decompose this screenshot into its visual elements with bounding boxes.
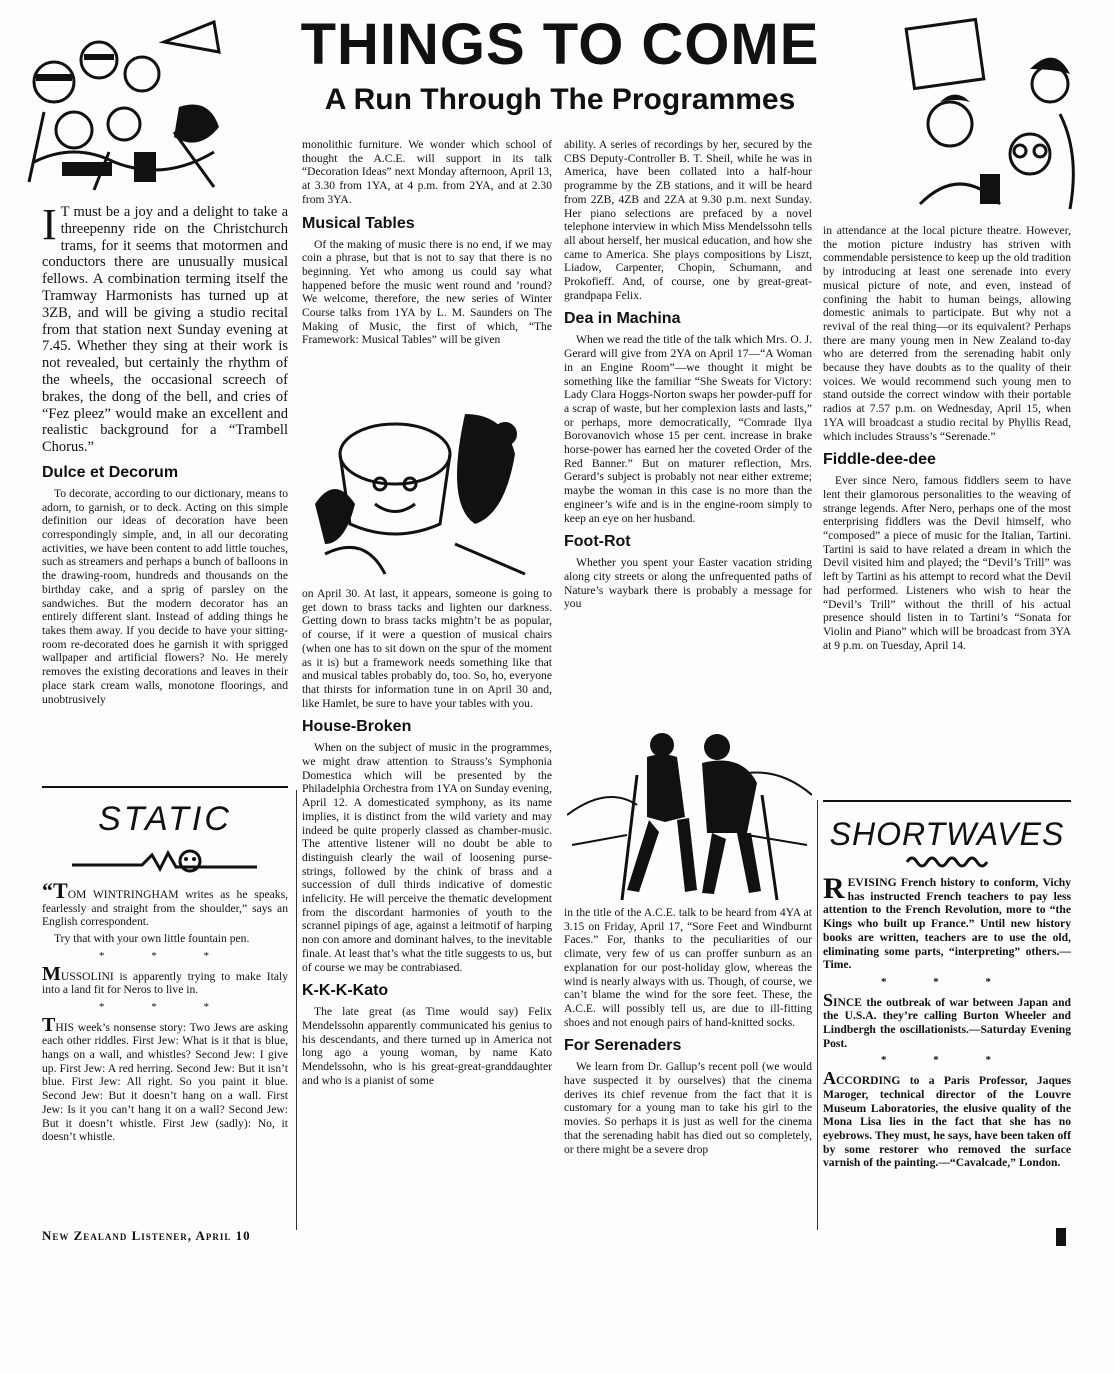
static-item-2: Try that with your own little fountain pen. xyxy=(54,932,250,946)
heading-house-broken: House-Broken xyxy=(302,718,412,736)
paragraph-foot-rot-cont: in the title of the A.C.E. talk to be heard from 4YA at 3.15 on Friday, April 17, “Sore Feet and Windburnt Faces.” For, thanks to the peculiarities of our climate, very few of us can proffer sunburn as an explanation for our post-holiday glow, whereas the wind is nearly always with us. Though, of course, we can’t blame the wind for the sore feet. These, the A.C.E. will possibly tell us, are due to ill-fitting shoes and not enough pairs of hand-knitted socks. xyxy=(564,906,812,1029)
column-2 xyxy=(302,138,552,350)
static-box xyxy=(42,786,288,1147)
page-title: THINGS TO COME xyxy=(300,12,820,77)
static-item-1: “TOM WINTRINGHAM writes as he speaks, fearlessly and straight from the shoulder,” says an English correspondent. xyxy=(42,878,288,929)
shortwaves-item-3: ACCORDING to a Paris Professor, Jaques Maroger, technical director of the Louvre Museum Laboratories, the elusive quality of the Mona Lisa lies in the fact that she has no eyebrows. They must, he says, have been taken off by some restorer who removed the surface varnish of the painting.—“Cavalcade,” London. xyxy=(823,1068,1071,1170)
heading-dulce: Dulce et Decorum xyxy=(42,463,179,481)
party-illustration xyxy=(880,14,1105,214)
intro-paragraph: I T must be a joy and a delight to take a threepenny ride on the Christchurch trams, for it seems that motormen and conductors there are unusually musical fellows. A combination terming itself the Tramway Harmonists has turned up at 3ZB, and will be giving a studio recital from that station next Sunday evening at 7.45. Whether they sing at their work is not revealed, but certainly the rhythm of the wheels, the occasional screech of brakes, the dong of the bell, and cries of “Fez pleez” would make an excellent and realistic background for a “Trambell Chorus.” xyxy=(42,200,288,456)
column-2-lower xyxy=(302,587,552,1091)
paragraph-musical-tables: Of the making of music there is no end, if we may coin a phrase, but that is not to say that there is no beginning. Yet who among us could say what happened before the music went round and ’round? We welcome, therefore, the new series of Winter Course talks from 1YA by L. M. Saunders on The Making of Music, the first of which, “The Framework: Musical Tables” will be given xyxy=(302,237,552,347)
column-rule xyxy=(817,800,818,1230)
divider-stars: * * * xyxy=(99,1000,231,1013)
drop-cap: I xyxy=(42,200,57,249)
static-item-4: THIS week’s nonsense story: Two Jews are asking each other riddles. First Jew: What is it that is blue, hangs on a wall, and whistles? Second Jew: I give up. First Jew: A red herring. Second Jew: But it isn’t blue. First Jew: All right. So you paint it blue. Second Jew: But it doesn’t hang on a wall. First Jew: Is it you can’t hang it on a wall? Second Jew: But it doesn’t whistle. First Jew (sadly): No, it doesn’t whistle. xyxy=(42,1013,288,1144)
heading-kato: K-K-K-Kato xyxy=(302,982,389,1000)
paragraph-fiddle-dee-dee: Ever since Nero, famous fiddlers seem to have lent their glamorous personalities to the weaving of strange legends. After Nero, perhaps one of the most enterprising fiddlers was the Devil himself, who “composed” a piece of music for the Italian, Tartini. Tartini is said to have related a dream in which the Devil visited him and played; the “Devil’s Trill” was left by Tartini as his attempt to record what the Devil had performed. Listeners who wish to hear the “Devil’s Trill” without the thrill of his actual presence should listen in to Tartini’s “Sonata for Violin and Piano” which will be broadcast from 3YA at 9 p.m. on Tuesday, April 14. xyxy=(823,474,1071,652)
paragraph-foot-rot: Whether you spent your Easter vacation striding along city streets or along the unfrequented paths of Nature’s waybark there is probably a message for you xyxy=(564,556,812,611)
shortwaves-item-1: REVISING French history to conform, Vichy has instructed French teachers to pay less attention to the French Revolution, more to “the Kings who built up France.” Until new history books are written, teachers are to use the old, eliminating some parts, “interpreting” others.—Time. xyxy=(823,872,1071,972)
static-squiggle-illustration xyxy=(42,839,288,879)
paragraph-kato-cont: ability. A series of recordings by her, secured by the CBS Deputy-Controller B. T. Sheil, while he was in America, have been collated into a half-hour programme by the ZB stations, and it will be heard from 2ZB, 4ZB and 2ZA at 9.30 p.m. next Sunday. Her piano selections are prefaced by a novel telephone interview in which Miss Mendelssohn tells all about herself, her musical education, and how she came to America. She plays compositions by Liszt, Liadow, Carpenter, Chopin, Schumann, and Prokofieff. And, of course, one by great-great-grandpapa Felix. xyxy=(564,138,812,302)
divider-stars: * * * xyxy=(99,949,231,962)
wave-icon xyxy=(823,853,1071,871)
musical-tables-illustration xyxy=(305,404,553,580)
column-rule xyxy=(296,790,297,1230)
shortwaves-item-2: SINCE the outbreak of war between Japan and the U.S.A. they’re calling Burton Wheeler and Lindbergh the oscillationists.—Saturday Evening Post. xyxy=(823,989,1071,1050)
heading-dea-in-machina: Dea in Machina xyxy=(564,310,681,328)
heading-foot-rot: Foot-Rot xyxy=(564,533,631,551)
paragraph-kato: The late great (as Time would say) Felix Mendelssohn apparently communicated his genius to his descendants, and there turned up in America not long ago a young woman, by name Kato Mendelssohn, who is his great-great-granddaughter and who is a pianist of some xyxy=(302,1005,552,1087)
static-title: STATIC xyxy=(98,800,232,838)
heading-musical-tables: Musical Tables xyxy=(302,214,415,232)
divider-stars: * * * xyxy=(881,975,1013,988)
footer-publication-line: New Zealand Listener, April 10 xyxy=(42,1228,251,1243)
column-4 xyxy=(823,224,1071,655)
paragraph-dulce-cont: monolithic furniture. We wonder which school of thought the A.C.E. will support in its talk “Decoration Ideas” next Monday afternoon, April 13, at 3.30 from 1YA, at 4 p.m. from 2YA, and at 2.30 from 3YA. xyxy=(302,138,552,206)
column-1 xyxy=(42,200,288,709)
musicians-illustration xyxy=(14,12,244,192)
paragraph-house-broken: When on the subject of music in the programmes, we might draw attention to Strauss’s Symphonia Domestica which will be presented by the Philadelphia Orchestra from 1YA on Sunday evening, April 12. A domesticated symphony, as its name implies, it is distinct from the wild variety and may indeed be quite properly classed as chamber-music. The attentive listener will no doubt be able to distinguish clearly the wail of loosening purse-strings, followed by the chink of brass and a succession of dull thirds indicative of domestic infelicity. He will perceive the thematic development from the discordant harmonies of youth to the scrannel pipings of age, against a leitmotif of harping non con amore and dominant halves, to the inevitable finale. At least that’s what the title suggests to us, but of course we may be contrabiased. xyxy=(302,741,552,974)
column-3 xyxy=(564,138,812,614)
paragraph-serenaders-cont: in attendance at the local picture theatre. However, the motion picture industry has striven with commendable persistence to keep up the old tradition by introducing at least one serenade into every musical picture of note, and even, instead of confining the habit to human beings, allowing domestic animals to participate. But why not a revival of the real thing—or its equivalent? Perhaps there are many young men in New Zealand to-day who are deterred from the serenading habit only because they have doubts as to the quality of their voices. We would recommend such young men to stand outside the correct window with their portable radios at 7.57 p.m. on Wednesday, April 15, when 1YA will broadcast a studio recital by Phyllis Read, which includes Strauss’s “Serenade.” xyxy=(823,224,1071,443)
heading-fiddle-dee-dee: Fiddle-dee-dee xyxy=(823,451,936,469)
shortwaves-box xyxy=(823,800,1071,1173)
divider-stars: * * * xyxy=(881,1054,1013,1067)
shortwaves-title: SHORTWAVES xyxy=(829,816,1065,852)
column-3-lower xyxy=(564,906,812,1159)
paragraph-dulce: To decorate, according to our dictionary, means to adorn, to garnish, or to deck. Acting on this simple definition our ideas of decoration have been correspondingly simple, and, in all our decorating activities, we have been content to add little touches, such as streamers and perhaps a bunch of balloons in the drawing-room, hundreds and thousands on the birthday cake, and a sprig of parsley on the sandwiches. But the modern decorator has an entirely different slant. Instead of adding things he takes them away. If you decide to have your sitting-room re-decorated does he garnish it with sprigged wallpaper and artificial flowers? No. He merely removes the existing decorations and leaves in their place stark cream walls, monotone floorings, and unobtrusively xyxy=(42,486,288,706)
heading-for-serenaders: For Serenaders xyxy=(564,1037,682,1055)
paragraph-for-serenaders: We learn from Dr. Gallup’s recent poll (we would have suspected it by ourselves) that the cinema derives its chief revenue from the fact that it is customary for a young man to take his girl to the movies. So perhaps it is just as well for the cinema that the serenading habit has died out so completely, or there might be a severe drop xyxy=(564,1060,812,1156)
paragraph-musical-tables-cont: on April 30. At last, it appears, someone is going to get down to brass tacks and lighten our darkness. Getting down to brass tacks mightn’t be as popular, of course, if it were a question of musical chairs (when one has to sit down on the spur of the moment as it is) but a framework needs something like that and musical tables probably do, too. So, ho, everyone that thirsts for information tune in on April 30 and, like Hamlet, be sure to have your tables with you. xyxy=(302,587,552,710)
static-item-3: MUSSOLINI is apparently trying to make Italy into a land fit for Neros to live in. xyxy=(42,962,288,997)
hikers-illustration xyxy=(567,715,812,905)
page-subtitle: A Run Through The Programmes xyxy=(324,83,796,116)
paragraph-dea-in-machina: When we read the title of the talk which Mrs. O. J. Gerard will give from 2YA on April 17—“A Woman in an Engine Room”—we thought it might be something like the familiar “She Sweats for Victory: Lady Clara Hoggs-Norton swaps her powder-puff for a scrap of waste, but her complexion lasts and lasts,” or perhaps, more democratically, “Comrade Ilya Borovanovich whose 15 per cent. increase in brake horse-power has earned her the coveted Order of the Red Banner.” But on maturer reflection, Mrs. Gerard’s subject is probably not near either extreme; maybe the woman in this case is no more than the engineer’s wife and is in the engine-room simply to keep an eye on her husband. xyxy=(564,333,812,525)
end-mark xyxy=(1056,1228,1066,1246)
